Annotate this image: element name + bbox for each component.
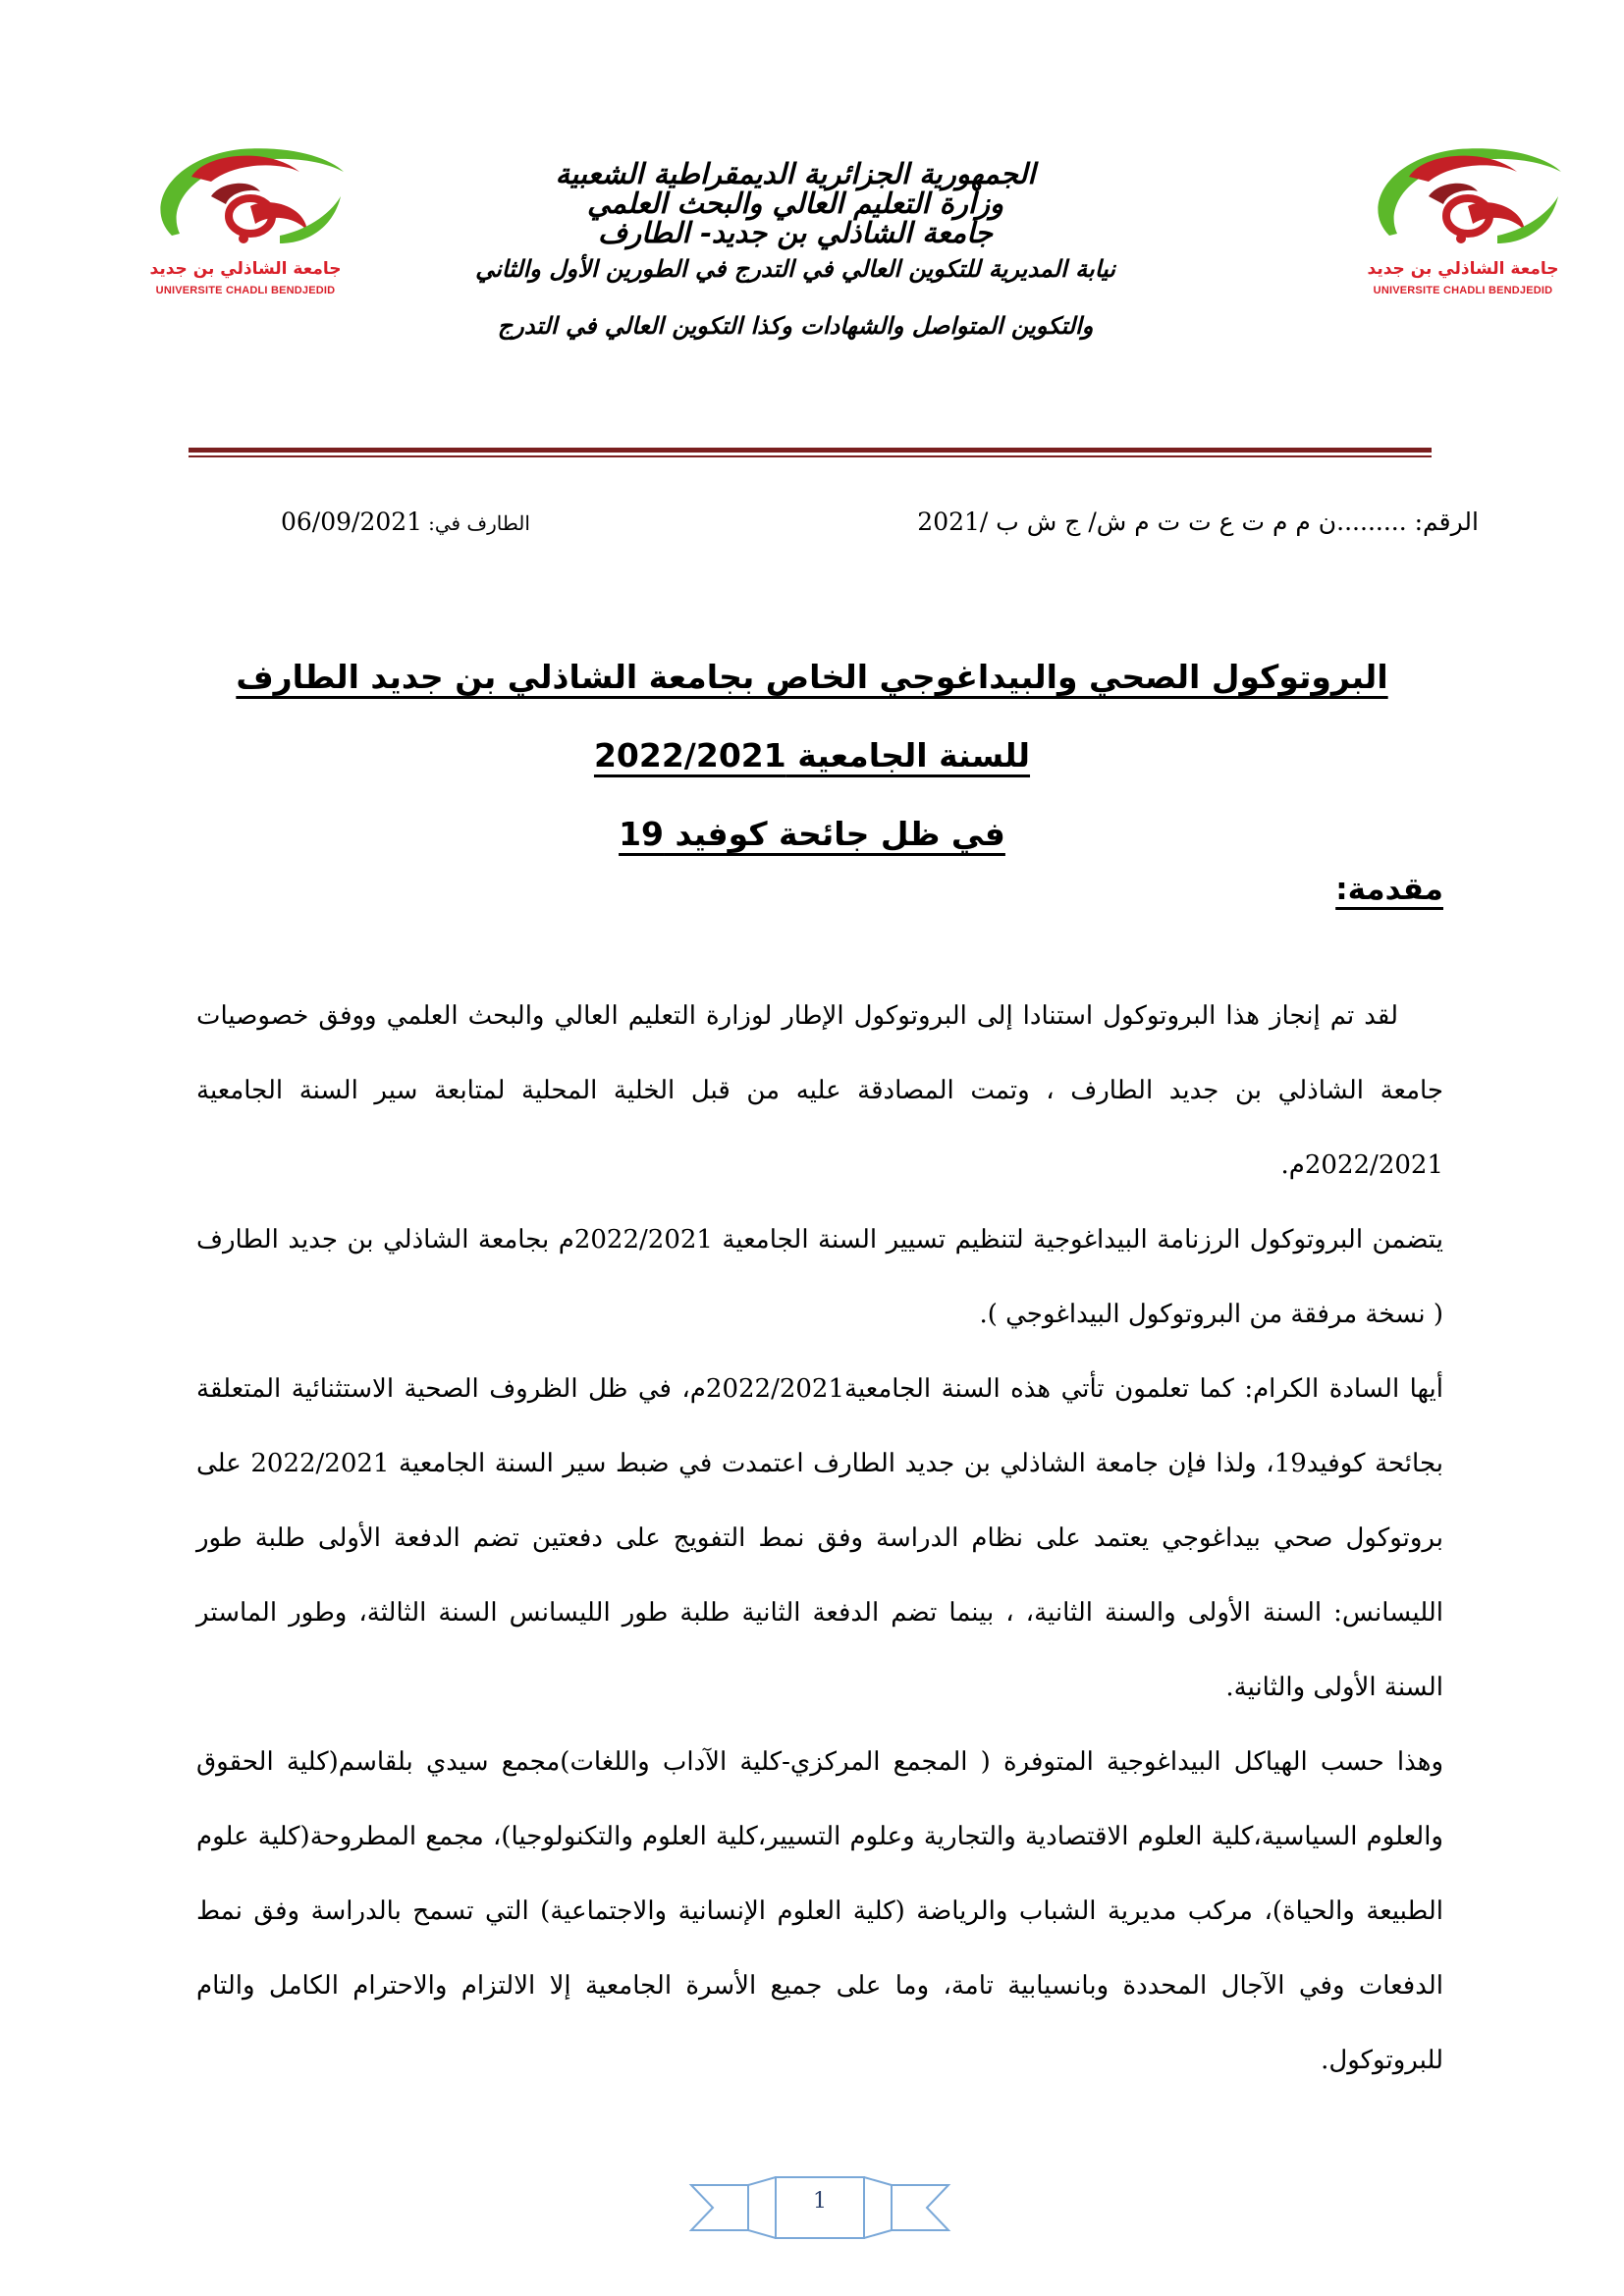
logo-emblem-icon (133, 137, 358, 255)
title-line-3: في ظل جائحة كوفيد 19 (619, 815, 1005, 853)
header-directorate: نيابة المديرية للتكوين العالي في التدرج في الطورين الأول والثاني (475, 254, 1115, 283)
university-logo-left (133, 137, 358, 334)
logo-arabic-name: جامعة الشاذلي بن جديد (149, 259, 342, 279)
intro-heading: مقدمة: (1335, 872, 1443, 907)
header-republic: الجمهورية الجزائرية الديمقراطية الشعبية (555, 157, 1036, 190)
document-body (196, 979, 1443, 2098)
header-ministry: وزارة التعليم العالي والبحث العلمي (587, 187, 1003, 220)
paragraph: وهذا حسب الهياكل البيداغوجية المتوفرة ( المجمع المركزي-كلية الآداب واللغات)مجمع سيدي بلقاسم(كلية الحقوق والعلوم السياسية،كلية العلوم الاقتصادية والتجارية وعلوم التسيير،كلية العلوم والتكنولوجيا)، مجمع المطروحة(كلية علوم الطبيعة والحياة)، مركب مديرية الشباب والرياضة (كلية العلوم الإنسانية والاجتماعية) التي تسمح بالدراسة وفق نمط الدفعات وفي الآجال المحددة وبانسيابية تامة، وما على جميع الأسرة الجامعية إلا الالتزام والاحترام الكامل والتام للبروتوكول. (196, 1747, 1443, 2075)
logo-french-name: UNIVERSITE CHADLI BENDJEDID (155, 285, 336, 296)
document-date (281, 507, 530, 536)
header-training: والتكوين المتواصل والشهادات وكذا التكوين العالي في التدرج (497, 311, 1094, 340)
date-value: 06/09/2021 (281, 507, 423, 536)
title-line-1: البروتوكول الصحي والبيداغوجي الخاص بجامعة الشاذلي بن جديد الطارف (236, 658, 1388, 696)
header-divider-thin (189, 455, 1432, 457)
header-divider (189, 448, 1432, 453)
logo-arabic-name: جامعة الشاذلي بن جديد (1367, 259, 1559, 279)
page-number: 1 (813, 2189, 827, 2214)
logo-french-name: UNIVERSITE CHADLI BENDJEDID (1373, 285, 1553, 296)
paragraph: لقد تم إنجاز هذا البروتوكول استنادا إلى البروتوكول الإطار لوزارة التعليم العالي والبحث العلمي ووفق خصوصيات جامعة الشاذلي بن جديد الطارف ، وتمت المصادقة عليه من قبل الخلية المحلية لمتابعة سير السنة الجامعية 2022/2021م. (196, 1001, 1443, 1180)
university-logo-right (1350, 137, 1576, 334)
letterhead (412, 159, 1178, 361)
header-university: جامعة الشاذلي بن جديد- الطارف (598, 216, 993, 249)
document-title (196, 638, 1428, 874)
date-label: الطارف في: (428, 511, 530, 535)
reference-number: الرقم: .........ن م م ت ع ت ت م ش/ ج ش ب /2021 (917, 507, 1479, 536)
paragraph: يتضمن البروتوكول الرزنامة البيداغوجية لتنظيم تسيير السنة الجامعية 2022/2021م بجامعة الشاذلي بن جديد الطارف ( نسخة مرفقة من البروتوكول البيداغوجي ). (196, 1225, 1443, 1329)
logo-emblem-icon (1350, 137, 1576, 255)
paragraph: أيها السادة الكرام: كما تعلمون تأتي هذه السنة الجامعية2022/2021م، في ظل الظروف الصحية الاستثنائية المتعلقة بجائحة كوفيد19، ولذا فإن جامعة الشاذلي بن جديد الطارف اعتمدت في ضبط سير السنة الجامعية 2022/2021 على بروتوكول صحي بيداغوجي يعتمد على نظام الدراسة وفق نمط التفويج على دفعتين تضم الدفعة الأولى طلبة طور الليسانس: السنة الأولى والسنة الثانية، ، بينما تضم الدفعة الثانية طلبة طور الليسانس السنة الثالثة، وطور الماستر السنة الأولى والثانية. (196, 1374, 1443, 1702)
page-number-ribbon (687, 2167, 952, 2248)
title-line-2: للسنة الجامعية 2022/2021 (593, 736, 1031, 774)
